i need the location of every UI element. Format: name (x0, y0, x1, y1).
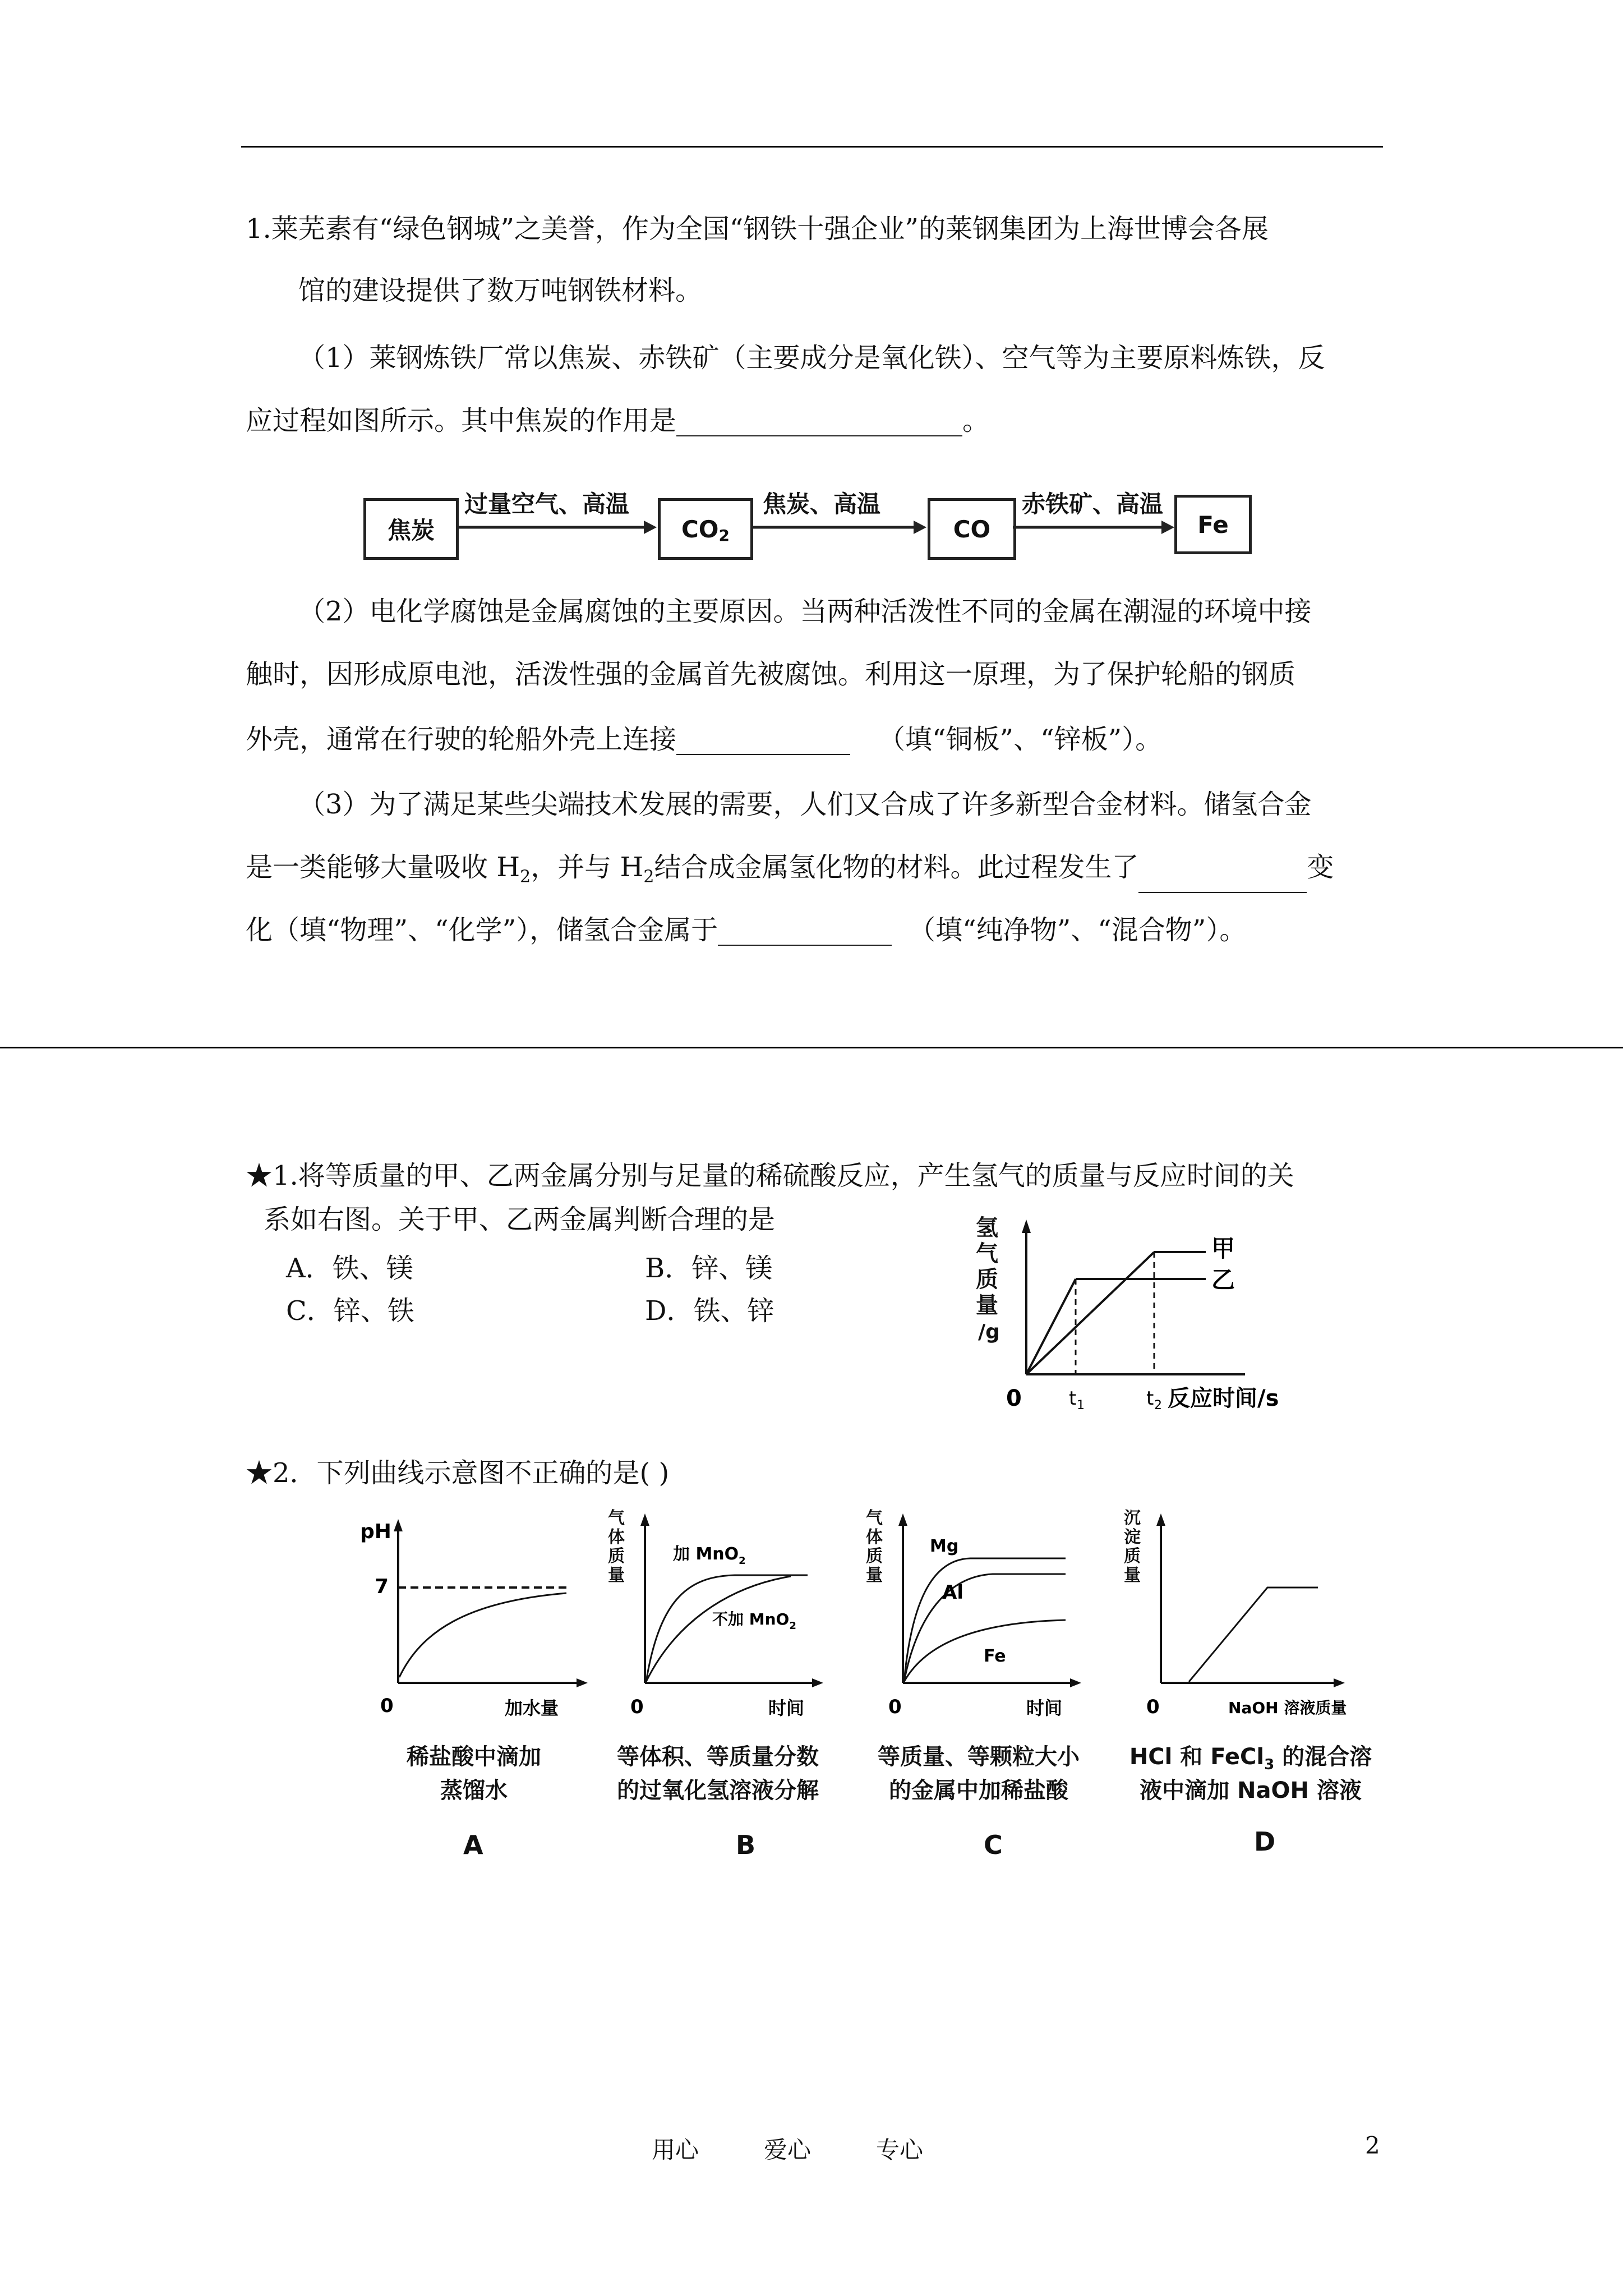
q1-p1-line2-end: 。 (962, 405, 990, 436)
q2-line2: 系如右图。关于甲、乙两金属判断合理的是 (264, 1204, 776, 1235)
q1-p2-line3-hint: （填“铜板”、“锌板”）。 (878, 724, 1163, 755)
q2-line1: ★1.将等质量的甲、乙两金属分别与足量的稀硫酸反应，产生氢气的质量与反应时间的关 (246, 1160, 1294, 1191)
flow-box-fe: Fe (1174, 495, 1252, 554)
panel-c-y-arrow (898, 1513, 907, 1526)
tick-t2-sub: 2 (1154, 1398, 1162, 1412)
panel-b-ylabel-4: 量 (608, 1566, 625, 1585)
panel-d-ylabel-4: 量 (1124, 1566, 1141, 1585)
panel-d-precipitate-line (1189, 1588, 1318, 1682)
panel-b-curve-with-catalyst (646, 1575, 808, 1682)
tick-t1-sub: 1 (1077, 1398, 1085, 1412)
q1-p2-line2: 触时，因形成原电池，活泼性强的金属首先被腐蚀。利用这一原理，为了保护轮船的钢质 (246, 659, 1296, 690)
q2-option-b[interactable]: B．锌、镁 (645, 1253, 773, 1284)
panel-a-xaxis: 加水量 (505, 1697, 559, 1719)
panel-d-ylabel-1: 沉 (1124, 1508, 1141, 1528)
flow-label-1: 过量空气、高温 (464, 490, 630, 518)
flow-box-co2: CO 2 (658, 498, 753, 560)
panel-d-x-arrow (1334, 1678, 1345, 1687)
q1-intro-line1: 1.莱芜素有“绿色钢城”之美誉，作为全国“钢铁十强企业”的莱钢集团为上海世博会各展 (246, 213, 1269, 245)
graph-y-arrow (1022, 1220, 1031, 1233)
panel-c-ylabel-3: 质 (866, 1547, 883, 1566)
flow-arrow-3 (1013, 516, 1175, 539)
panel-c-graph (864, 1503, 1088, 1728)
panel-c-x-arrow (1070, 1678, 1081, 1687)
panel-a-caption-1: 稀盐酸中滴加 (407, 1744, 541, 1770)
line-yi (1026, 1279, 1076, 1374)
panel-c-label-al: Al (942, 1581, 963, 1604)
panel-c-caption-2: 的金属中加稀盐酸 (889, 1778, 1068, 1803)
panel-b-caption-1: 等体积、等质量分数 (617, 1744, 819, 1770)
panel-d-y-arrow (1156, 1513, 1165, 1526)
q1-p3-line3: 化（填“物理”、“化学”），储氢合金属于 （填“纯净物”、“混合物”）。 (246, 914, 1247, 946)
panel-a-caption-2: 蒸馏水 (440, 1778, 508, 1803)
panel-a-origin: 0 (380, 1695, 394, 1717)
section-divider (0, 1047, 1623, 1048)
panel-b-caption-2: 的过氧化氢溶液分解 (617, 1778, 819, 1803)
panel-d-xaxis: NaOH 溶液质量 (1228, 1699, 1347, 1717)
panel-c-letter[interactable]: C (984, 1830, 1003, 1860)
graph-ylabel-5: /g (978, 1320, 1000, 1343)
panel-b-x-arrow (812, 1678, 823, 1687)
graph-xlabel: 反应时间/s (1168, 1386, 1279, 1411)
q2-option-c[interactable]: C．锌、铁 (286, 1295, 414, 1327)
graph-ylabel-2: 气 (976, 1241, 998, 1267)
panel-b-ylabel-1: 气 (608, 1508, 625, 1528)
q1-intro-line2: 馆的建设提供了数万吨钢铁材料。 (298, 275, 703, 306)
panel-c-caption-1: 等质量、等颗粒大小 (878, 1744, 1080, 1770)
panel-a-x-arrow (577, 1678, 588, 1687)
flow-arrow-2 (750, 516, 928, 539)
panel-b-curve-without-catalyst (646, 1576, 791, 1682)
panel-d-origin: 0 (1146, 1696, 1160, 1718)
answer-blank-change-type[interactable] (1138, 867, 1307, 893)
panel-a-graph (348, 1509, 589, 1728)
panel-c-ylabel-4: 量 (866, 1566, 883, 1585)
flow-box-coke: 焦炭 (363, 498, 459, 560)
series-label-jia: 甲 (1211, 1235, 1235, 1262)
panel-b-curve2-label: 不加 MnO$_2$ (712, 1610, 796, 1632)
q3-stem: ★2．下列曲线示意图不正确的是( ) (246, 1457, 670, 1489)
panel-c-origin: 0 (888, 1696, 902, 1718)
panel-d-ylabel-2: 淀 (1124, 1527, 1141, 1547)
panel-c-ylabel-2: 体 (866, 1527, 883, 1547)
answer-blank-coke-role[interactable] (676, 411, 962, 436)
panel-c-xaxis: 时间 (1026, 1697, 1063, 1719)
panel-a-y-arrow (394, 1519, 403, 1531)
panel-b-letter[interactable]: B (736, 1830, 756, 1860)
panel-d-caption-1: HCl 和 FeCl$_3$ 的混合溶 (1129, 1744, 1372, 1773)
graph-ylabel-4: 量 (976, 1292, 998, 1318)
q1-p1-line1: （1）莱钢炼铁厂常以焦炭、赤铁矿（主要成分是氧化铁）、空气等为主要原料炼铁，反 (298, 342, 1325, 374)
answer-blank-plate[interactable] (676, 729, 850, 755)
series-label-yi: 乙 (1211, 1266, 1235, 1294)
q1-p3-line2: 是一类能够大量吸收 $H_2$，并与 $H_2$结合成金属氢化物的材料。此过程发生了 变 (246, 852, 1334, 893)
panel-d-ylabel-3: 质 (1124, 1547, 1141, 1566)
q1-p1-line2-text: 应过程如图所示。其中焦炭的作用是 (246, 405, 677, 436)
tick-t2: t (1146, 1387, 1154, 1410)
panel-a-ph-curve (399, 1593, 566, 1677)
panel-d-graph (1116, 1503, 1374, 1728)
panel-c-label-fe: Fe (984, 1646, 1006, 1666)
hydrogen-mass-graph (976, 1212, 1312, 1425)
panel-b-xaxis: 时间 (768, 1697, 805, 1719)
panel-c-label-mg: Mg (930, 1536, 959, 1556)
panel-b-curve1-label: 加 MnO$_2$ (673, 1544, 746, 1567)
footer-word-3: 专心 (876, 2136, 924, 2164)
flow-label-3: 赤铁矿、高温 (1022, 490, 1164, 518)
panel-b-graph (606, 1503, 830, 1728)
q1-p2-line3-text: 外壳，通常在行驶的轮船外壳上连接 (246, 724, 677, 755)
panel-b-ylabel-3: 质 (608, 1547, 625, 1566)
panel-c-ylabel-1: 气 (866, 1508, 883, 1528)
q2-option-a[interactable]: A．铁、镁 (286, 1253, 413, 1284)
footer-word-2: 爱心 (764, 2136, 811, 2164)
header-rule (241, 146, 1383, 148)
graph-ylabel-3: 质 (976, 1267, 998, 1292)
q2-option-d[interactable]: D．铁、锌 (645, 1295, 774, 1327)
panel-a-yaxis: pH (360, 1520, 391, 1543)
panel-b-y-arrow (640, 1513, 649, 1526)
q1-p1-line2 (246, 405, 989, 436)
graph-ylabel-1: 氢 (976, 1215, 998, 1241)
q1-p2-line1: （2）电化学腐蚀是金属腐蚀的主要原因。当两种活泼性不同的金属在潮湿的环境中接 (298, 596, 1312, 627)
panel-d-letter[interactable]: D (1254, 1826, 1276, 1857)
page-number: 2 (1365, 2132, 1380, 2159)
panel-d-caption-2: 液中滴加 NaOH 溶液 (1140, 1778, 1362, 1803)
panel-a-tick-7: 7 (375, 1575, 389, 1598)
q1-p3-line1: （3）为了满足某些尖端技术发展的需要，人们又合成了许多新型合金材料。储氢合金 (298, 789, 1312, 820)
tick-t1: t (1069, 1387, 1077, 1410)
panel-b-ylabel-2: 体 (608, 1527, 625, 1547)
flow-box-co: CO (928, 498, 1016, 560)
panel-b-origin: 0 (630, 1696, 644, 1718)
flow-arrow-1 (456, 516, 658, 539)
footer-word-1: 用心 (652, 2136, 699, 2164)
line-jia (1026, 1252, 1154, 1374)
answer-blank-substance-type[interactable] (718, 920, 892, 946)
panel-a-letter[interactable]: A (463, 1830, 483, 1860)
graph-origin: 0 (1006, 1386, 1022, 1411)
q1-p2-line3 (246, 724, 1162, 755)
flow-label-2: 焦炭、高温 (763, 490, 881, 518)
